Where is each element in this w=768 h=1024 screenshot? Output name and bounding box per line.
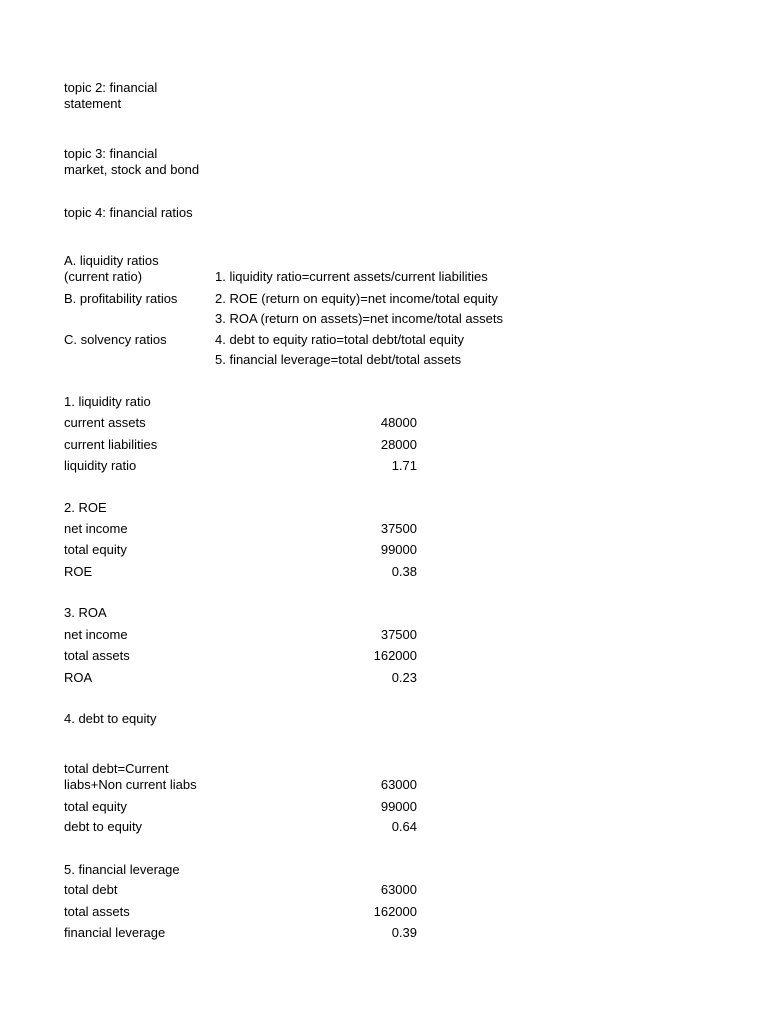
topic-3-line-1: topic 3: financial: [64, 146, 158, 161]
row-value: 162000: [373, 904, 417, 919]
row-value: 0.39: [391, 925, 417, 940]
section-title: 5. financial leverage: [64, 862, 180, 877]
section-title: 3. ROA: [64, 605, 107, 620]
formula-roe: 2. ROE (return on equity)=net income/total equity: [215, 291, 498, 306]
row-value: 99000: [380, 542, 417, 557]
row-value: 99000: [380, 799, 417, 814]
formula-financial-leverage: 5. financial leverage=total debt/total assets: [215, 352, 462, 367]
topic-2-line-2: statement: [64, 96, 122, 111]
row-value: 37500: [380, 521, 417, 536]
section-title: 2. ROE: [64, 500, 107, 515]
row-value: 48000: [380, 415, 417, 430]
row-label: net income: [64, 521, 128, 536]
section-title: 1. liquidity ratio: [64, 394, 151, 409]
row-value: 63000: [380, 777, 417, 792]
row-label: liquidity ratio: [64, 458, 137, 473]
row-label: total equity: [64, 542, 127, 557]
row-label: debt to equity: [64, 819, 143, 834]
formula-roa: 3. ROA (return on assets)=net income/total assets: [215, 311, 503, 326]
row-label: total equity: [64, 799, 127, 814]
row-label: ROA: [64, 670, 93, 685]
category-profitability: B. profitability ratios: [64, 291, 178, 306]
topic-3-line-2: market, stock and bond: [64, 162, 200, 177]
row-value: 162000: [373, 648, 417, 663]
row-value: 63000: [380, 882, 417, 897]
category-solvency: C. solvency ratios: [64, 332, 167, 347]
topic-2-line-1: topic 2: financial: [64, 80, 158, 95]
category-liquidity-line-1: A. liquidity ratios: [64, 253, 159, 268]
section-title: 4. debt to equity: [64, 711, 157, 726]
row-label: total debt: [64, 882, 118, 897]
row-label: ROE: [64, 564, 93, 579]
topic-4: topic 4: financial ratios: [64, 205, 193, 220]
category-liquidity-line-2: (current ratio): [64, 269, 143, 284]
row-label: financial leverage: [64, 925, 166, 940]
row-label-line-2: liabs+Non current liabs: [64, 777, 197, 792]
row-value: 37500: [380, 627, 417, 642]
formula-debt-to-equity: 4. debt to equity ratio=total debt/total equity: [215, 332, 464, 347]
row-label: net income: [64, 627, 128, 642]
row-label: current assets: [64, 415, 146, 430]
row-value: 1.71: [391, 458, 417, 473]
row-value: 28000: [380, 437, 417, 452]
row-value: 0.23: [391, 670, 417, 685]
row-label: total assets: [64, 904, 130, 919]
row-label-line-1: total debt=Current: [64, 761, 169, 776]
row-label: current liabilities: [64, 437, 158, 452]
row-value: 0.64: [391, 819, 417, 834]
formula-liquidity: 1. liquidity ratio=current assets/current liabilities: [215, 269, 488, 284]
row-value: 0.38: [391, 564, 417, 579]
row-label: total assets: [64, 648, 130, 663]
